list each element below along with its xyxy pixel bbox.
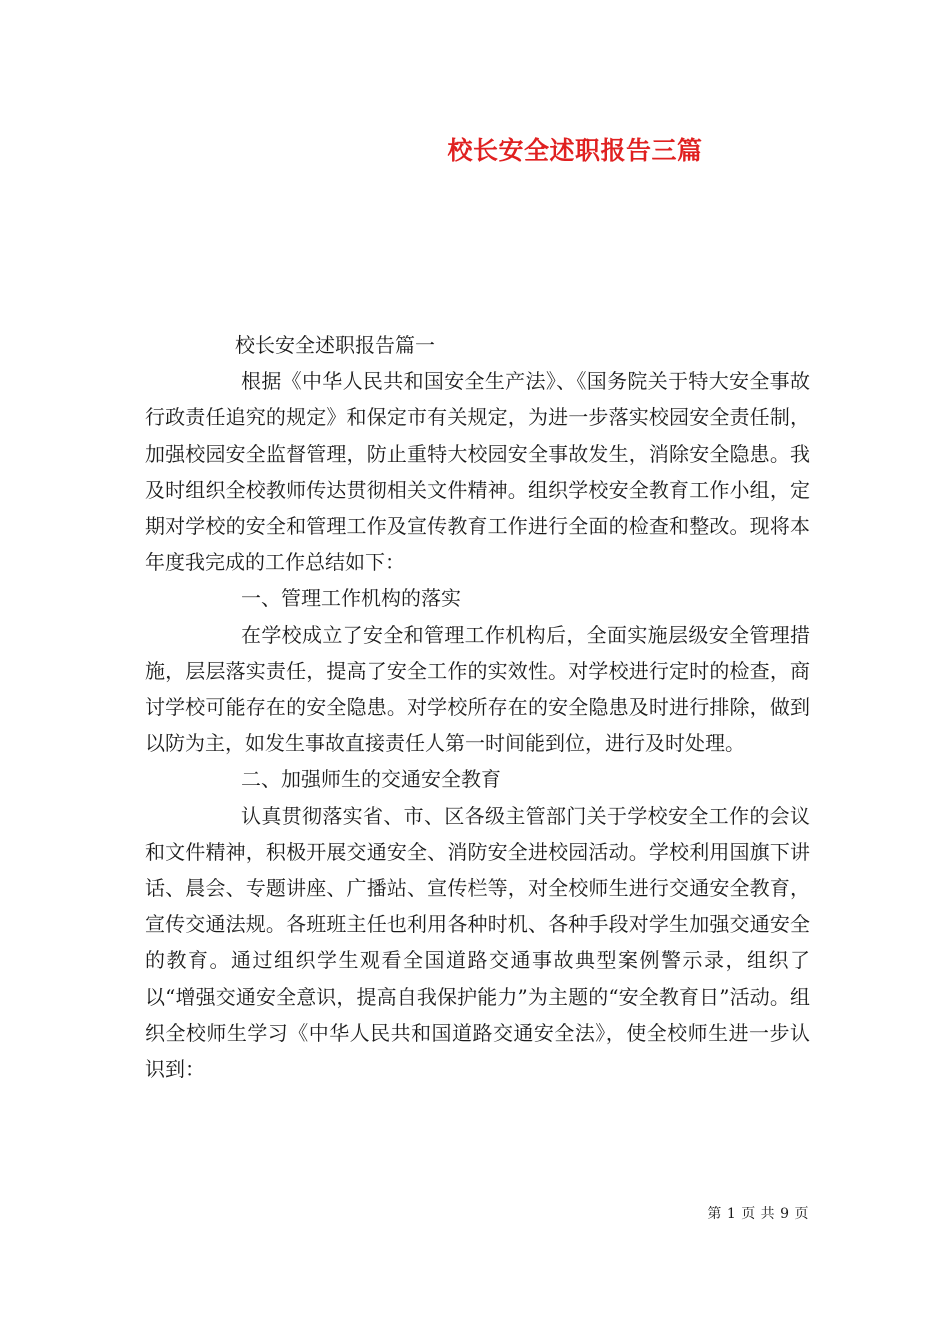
document-body: [145, 327, 810, 1087]
paragraph-intro: 根据《中华人民共和国安全生产法》、《国务院关于特大安全事故行政责任追究的规定》和保定市有关规定，为进一步落实校园安全责任制，加强校园安全监督管理，防止重特大校园安全事故发生，消除安全隐患。我及时组织全校教师传达贯彻相关文件精神。组织学校安全教育工作小组，定期对学校的安全和管理工作及宣传教育工作进行全面的检查和整改。现将本年度我完成的工作总结如下：: [145, 369, 810, 575]
report-subtitle: 校长安全述职报告篇一: [235, 333, 435, 357]
document-title: 校长安全述职报告三篇: [447, 136, 703, 165]
paragraph-section-2: 认真贯彻落实省、市、区各级主管部门关于学校安全工作的会议和文件精神，积极开展交通安全、消防安全进校园活动。学校利用国旗下讲话、晨会、专题讲座、广播站、宣传栏等，对全校师生进行交通安全教育，宣传交通法规。各班班主任也利用各种时机、各种手段对学生加强交通安全的教育。通过组织学生观看全国道路交通事故典型案例警示录，组织了以“增强交通安全意识，提高自我保护能力”为主题的“安全教育日”活动。组织全校师生学习《中华人民共和国道路交通安全法》，使全校师生进一步认识到：: [145, 803, 810, 1082]
section-heading-1: 一、管理工作机构的落实: [241, 586, 461, 611]
paragraph-section-1: 在学校成立了安全和管理工作机构后，全面实施层级安全管理措施，层层落实责任，提高了安全工作的实效性。对学校进行定时的检查，商讨学校可能存在的安全隐患。对学校所存在的安全隐患及时进行排除，做到以防为主，如发生事故直接责任人第一时间能到位，进行及时处理。: [145, 622, 810, 756]
page-number-footer: 第 1 页 共 9 页: [707, 1206, 809, 1222]
section-heading-2: 二、加强师生的交通安全教育: [241, 767, 501, 792]
